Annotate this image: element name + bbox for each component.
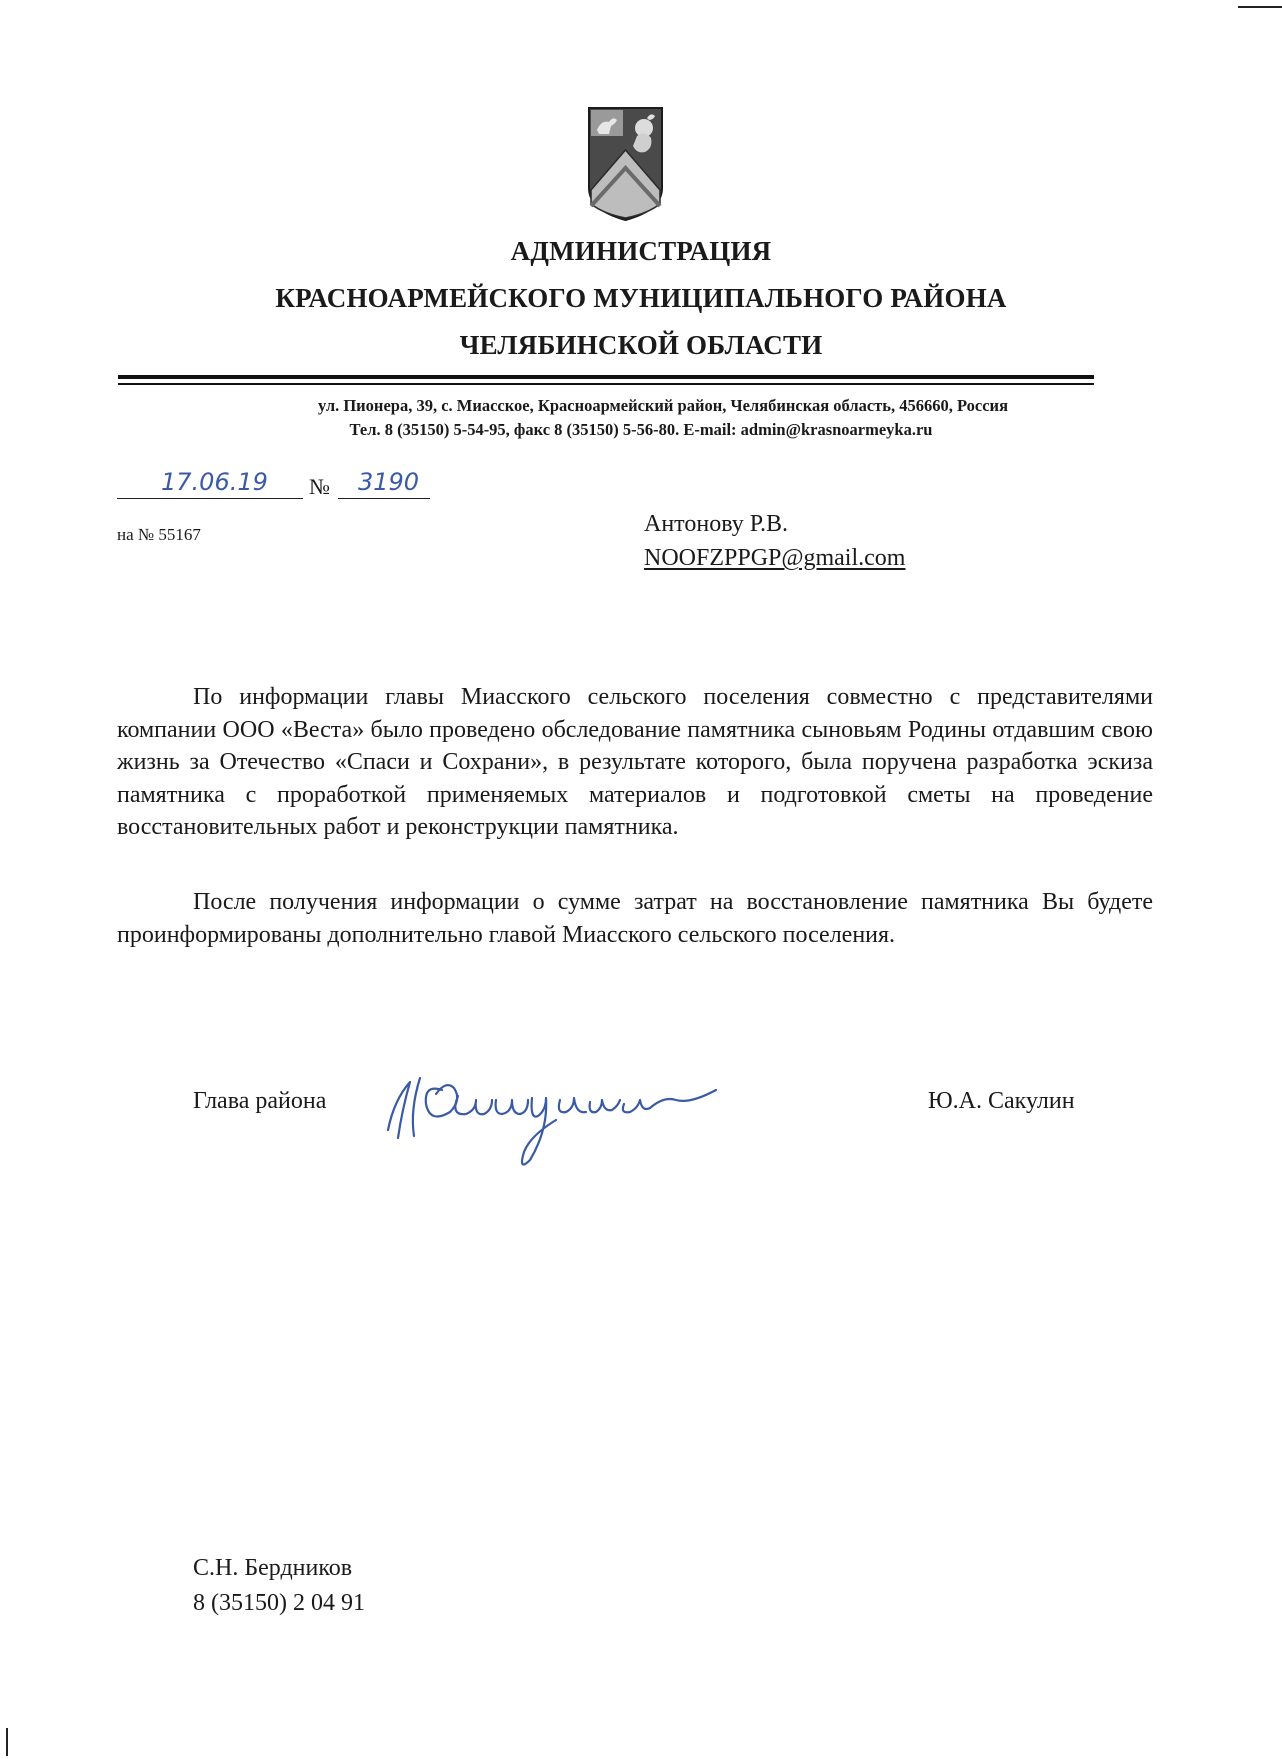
number-field xyxy=(338,470,430,499)
date-value: 17.06.19 xyxy=(161,468,268,496)
reply-to-reference: на № 55167 xyxy=(117,525,201,544)
body-paragraph-2 xyxy=(117,886,1153,951)
executor-phone: 8 (35150) 2 04 91 xyxy=(193,1590,365,1616)
org-line-1: АДМИНИСТРАЦИЯ xyxy=(510,236,772,266)
recipient-email[interactable]: NOOFZPPGP@gmail.com xyxy=(644,545,906,571)
scan-mark-bottom-left xyxy=(6,1728,8,1756)
org-line-2: КРАСНОАРМЕЙСКОГО МУНИЦИПАЛЬНОГО РАЙОНА xyxy=(275,283,1007,313)
signatory-name: Ю.А. Сакулин xyxy=(928,1088,1075,1114)
header-rule-thin xyxy=(118,383,1094,385)
date-field xyxy=(117,470,303,499)
executor-name: С.Н. Бердников xyxy=(193,1555,353,1581)
recipient-name: Антонову Р.В. xyxy=(644,511,789,537)
signature-title: Глава района xyxy=(193,1088,327,1114)
body-paragraph-1-text: По информации главы Миасского сельского поселения совместно с представителями компании ООО «Веста» было проведено обследование памятника сыновьям Родины отдавшим свою жизнь за Отечество «Спаси и Сохрани», в результате которого, была поручена разработка эскиза памятника с проработкой применяемых материалов и подготовкой сметы на проведение восстановительных работ и реконструкции памятника. xyxy=(117,684,1153,840)
scan-mark-top-right xyxy=(1238,6,1282,8)
body-paragraph-2-text: После получения информации о сумме затрат на восстановление памятника Вы будете проинформированы дополнительно главой Миасского сельского поселения. xyxy=(117,889,1153,948)
handwritten-signature xyxy=(380,1060,760,1170)
coat-of-arms-icon xyxy=(587,106,664,222)
number-value: 3190 xyxy=(358,468,420,496)
number-label: № xyxy=(309,474,330,499)
contacts-line: Тел. 8 (35150) 5-54-95, факс 8 (35150) 5-56-80. E-mail: admin@krasnoarmeyka.ru xyxy=(349,420,933,439)
header-rule-thick xyxy=(118,375,1094,379)
body-paragraph-1 xyxy=(117,681,1153,844)
address-line: ул. Пионера, 39, с. Миасское, Красноармейский район, Челябинская область, 456660, Россия xyxy=(318,396,1008,415)
org-line-3: ЧЕЛЯБИНСКОЙ ОБЛАСТИ xyxy=(459,330,823,360)
